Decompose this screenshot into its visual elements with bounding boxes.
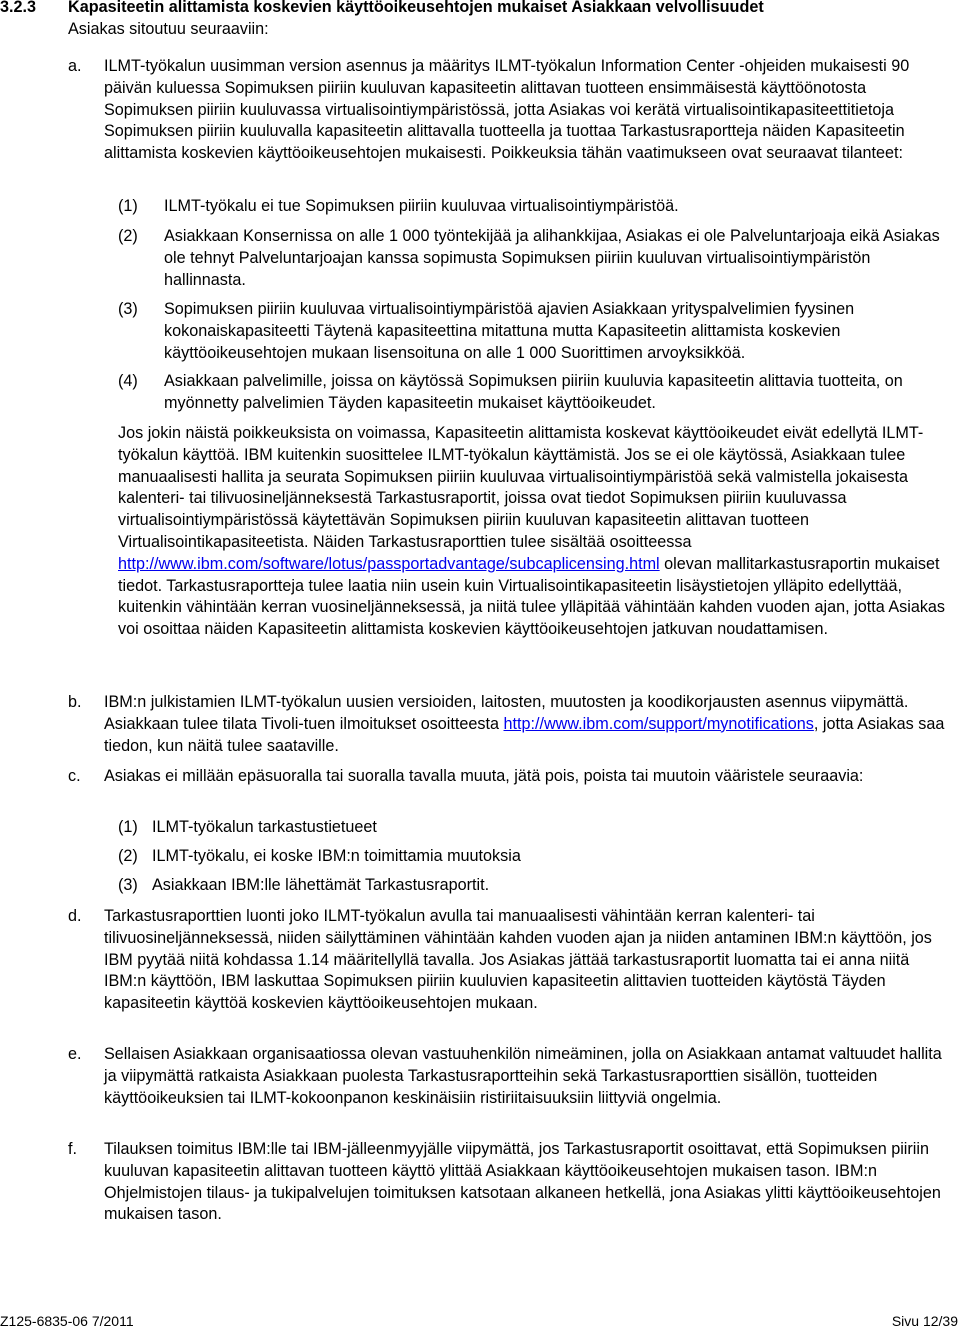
section-title: Kapasiteetin alittamista koskevien käyttöoikeusehtojen mukaiset Asiakkaan velvollisuudet xyxy=(68,0,764,16)
exception-number: (3) xyxy=(118,300,138,318)
subcap-licensing-link[interactable]: http://www.ibm.com/software/lotus/passportadvantage/subcaplicensing.html xyxy=(118,554,660,573)
section-heading xyxy=(0,0,764,19)
item-e-text: Sellaisen Asiakkaan organisaatiossa olevan vastuuhenkilön nimeäminen, jolla on Asiakkaan antamat valtuudet hallita ja viipymättä ratkaista Asiakkaan puolesta Tarkastusraportteihin sekä Tarkastusraporttien sisällön, tuotteiden käyttöoikeuksien tai ILMT-kokoonpanon keskinäisiin ristiriitaisuuksiin liittyviä ongelmia. xyxy=(104,1045,942,1107)
exception-number: (1) xyxy=(118,197,138,215)
exception-number: (2) xyxy=(118,227,138,245)
item-b-text-start: IBM:n julkistamien ILMT-työkalun uusien versioiden, laitosten, muutosten ja koodikorjausten asennus viipymättä. Asiakkaan tulee tilata Tivoli-tuen ilmoitukset osoitteesta xyxy=(104,693,909,733)
list-number: (2) xyxy=(118,847,138,865)
item-c-text: Asiakas ei millään epäsuoralla tai suoralla tavalla muuta, jätä pois, poista tai muutoin vääristele seuraavia: xyxy=(104,767,864,785)
item-a-text: ILMT-työkalun uusimman version asennus ja määritys ILMT-työkalun Information Center -ohjeiden mukaisesti 90 päivän kuluessa Sopimuksen piiriin kuuluvan kapasiteetin alittavan tuotteen ensimmäisestä käyttöönotosta Sopimuksen piiriin kuuluvassa virtualisointiympäristössä, jotta Asiakas voi kerätä virtualisointikapasiteettitietoja Sopimuksen piiriin kuuluvalla kapasiteetin alittavalla tuotteella ja tuottaa Tarkastusraportteja näiden Kapasiteetin alittamista koskevien käyttöoikeusehtojen mukaisesti. Poikkeuksia tähän vaatimukseen ovat seuraavat tilanteet: xyxy=(104,57,910,163)
item-c-letter: c. xyxy=(68,767,81,785)
list-number: (3) xyxy=(118,876,138,894)
exceptions-paragraph xyxy=(118,423,948,641)
exception-text: Asiakkaan Konsernissa on alle 1 000 työntekijää ja alihankkijaa, Asiakas ei ole Palveluntarjoaja eikä Asiakas ole tehnyt Palveluntarjoajan kanssa sopimusta Sopimuksen piiriin kuuluvan virtualisointiympäristön hallinnasta. xyxy=(164,227,940,289)
list-text: ILMT-työkalun tarkastustietueet xyxy=(152,818,377,836)
list-text: ILMT-työkalu, ei koske IBM:n toimittamia muutoksia xyxy=(152,847,521,865)
item-d-text: Tarkastusraporttien luonti joko ILMT-työkalun avulla tai manuaalisesti vähintään kerran kalenteri- tai tilivuosineljänneksessä, niiden säilyttäminen vähintään kahden vuoden ajan ja niiden antaminen IBM:n käyttöön, jos IBM pyytää niitä kohdassa 1.14 määritellyllä tavalla. Jos Asiakas jättää tarkastusraportit luomatta tai ei anna niitä IBM:n käyttöön, IBM laskuttaa Sopimuksen piiriin kuuluvien kapasiteetin alittavien tuotteiden käytöstä Täyden kapasiteetin käyttöä koskevien käyttöoikeusehtojen mukaan. xyxy=(104,907,932,1013)
list-text: Asiakkaan IBM:lle lähettämät Tarkastusraportit. xyxy=(152,876,490,894)
exceptions-paragraph-tail: olevan mallitarkastusraportin mukaiset tiedot. Tarkastusraportteja tulee laatia niin usein kuin Virtualisointikapasiteetin lisäystietojen ylläpito edellyttää, kuitenkin vähintään kerran vuosineljänneksessä, ja niitä tulee ylläpitää vähintään kahden vuoden ajan, jotta Asiakas voi osoittaa näiden Kapasiteetin alittamista koskevien käyttöoikeusehtojen jatkuvan noudattamisen. xyxy=(118,554,946,639)
footer-doc-id: Z125-6835-06 7/2011 xyxy=(0,1313,134,1329)
mynotifications-link[interactable]: http://www.ibm.com/support/mynotifications xyxy=(503,714,814,733)
item-e-letter: e. xyxy=(68,1045,82,1063)
footer-page-number: Sivu 12/39 xyxy=(891,1313,958,1329)
item-b-letter: b. xyxy=(68,693,82,711)
exception-text: Sopimuksen piiriin kuuluvaa virtualisointiympäristöä ajavien Asiakkaan yrityspalvelimien fyysinen kokonaiskapasiteetti Täytenä kapasiteettina mitattuna mutta Kapasiteetin alittamista koskevien käyttöoikeusehtojen mukaan lisensoituna on alle 1 000 Suorittimen arvoyksikköä. xyxy=(164,300,855,362)
section-number: 3.2.3 xyxy=(0,0,37,16)
exception-number: (4) xyxy=(118,372,138,390)
list-number: (1) xyxy=(118,818,138,836)
item-f-letter: f. xyxy=(68,1140,77,1158)
exception-text: ILMT-työkalu ei tue Sopimuksen piiriin kuuluvaa virtualisointiympäristöä. xyxy=(164,197,679,215)
intro-text: Asiakas sitoutuu seuraaviin: xyxy=(68,20,269,38)
item-b-text xyxy=(104,692,956,757)
exceptions-paragraph-text: Jos jokin näistä poikkeuksista on voimassa, Kapasiteetin alittamista koskevat käyttöoikeudet eivät edellytä ILMT-työkalun käyttöä. IBM kuitenkin suosittelee ILMT-työkalun käyttämistä. Jos se ei ole käytössä, Asiakkaan tulee manuaalisesti hallita ja seurata Sopimuksen piiriin kuuluvaa virtualisointiympäristöä sekä valmistella jokaisesta kalenteri- tai tilivuosineljänneksestä Tarkastusraportit, joissa ovat tiedot Sopimuksen piiriin kuuluvassa virtualisointiympäristössä käytettävän Sopimuksen piiriin kuuluvan kapasiteetin alittavan tuotteen Virtualisointikapasiteetista. Näiden Tarkastusraporttien tulee sisältää osoitteessa xyxy=(118,424,924,551)
exception-text: Asiakkaan palvelimille, joissa on käytössä Sopimuksen piiriin kuuluvia kapasiteetin alittavia tuotteita, on myönnetty palvelimien Täyden kapasiteetin mukaiset käyttöoikeudet. xyxy=(164,372,903,412)
item-f-text: Tilauksen toimitus IBM:lle tai IBM-jälleenmyyjälle viipymättä, jos Tarkastusraportit osoittavat, että Sopimuksen piiriin kuuluvan kapasiteetin alittavan tuotteen käyttö ylittää Asiakkaan käyttöoikeusehtojen mukaisen tason. IBM:n Ohjelmistojen tilaus- ja tukipalvelujen toimituksen katsotaan alkaneen hetkellä, jona Asiakas ylitti käyttöoikeusehtojen mukaisen tason. xyxy=(104,1140,941,1224)
item-d-letter: d. xyxy=(68,907,82,925)
item-a-letter: a. xyxy=(68,57,82,75)
item-b-text-end: , jotta Asiakas saa tiedon, kun näitä tulee saataville. xyxy=(104,714,945,755)
